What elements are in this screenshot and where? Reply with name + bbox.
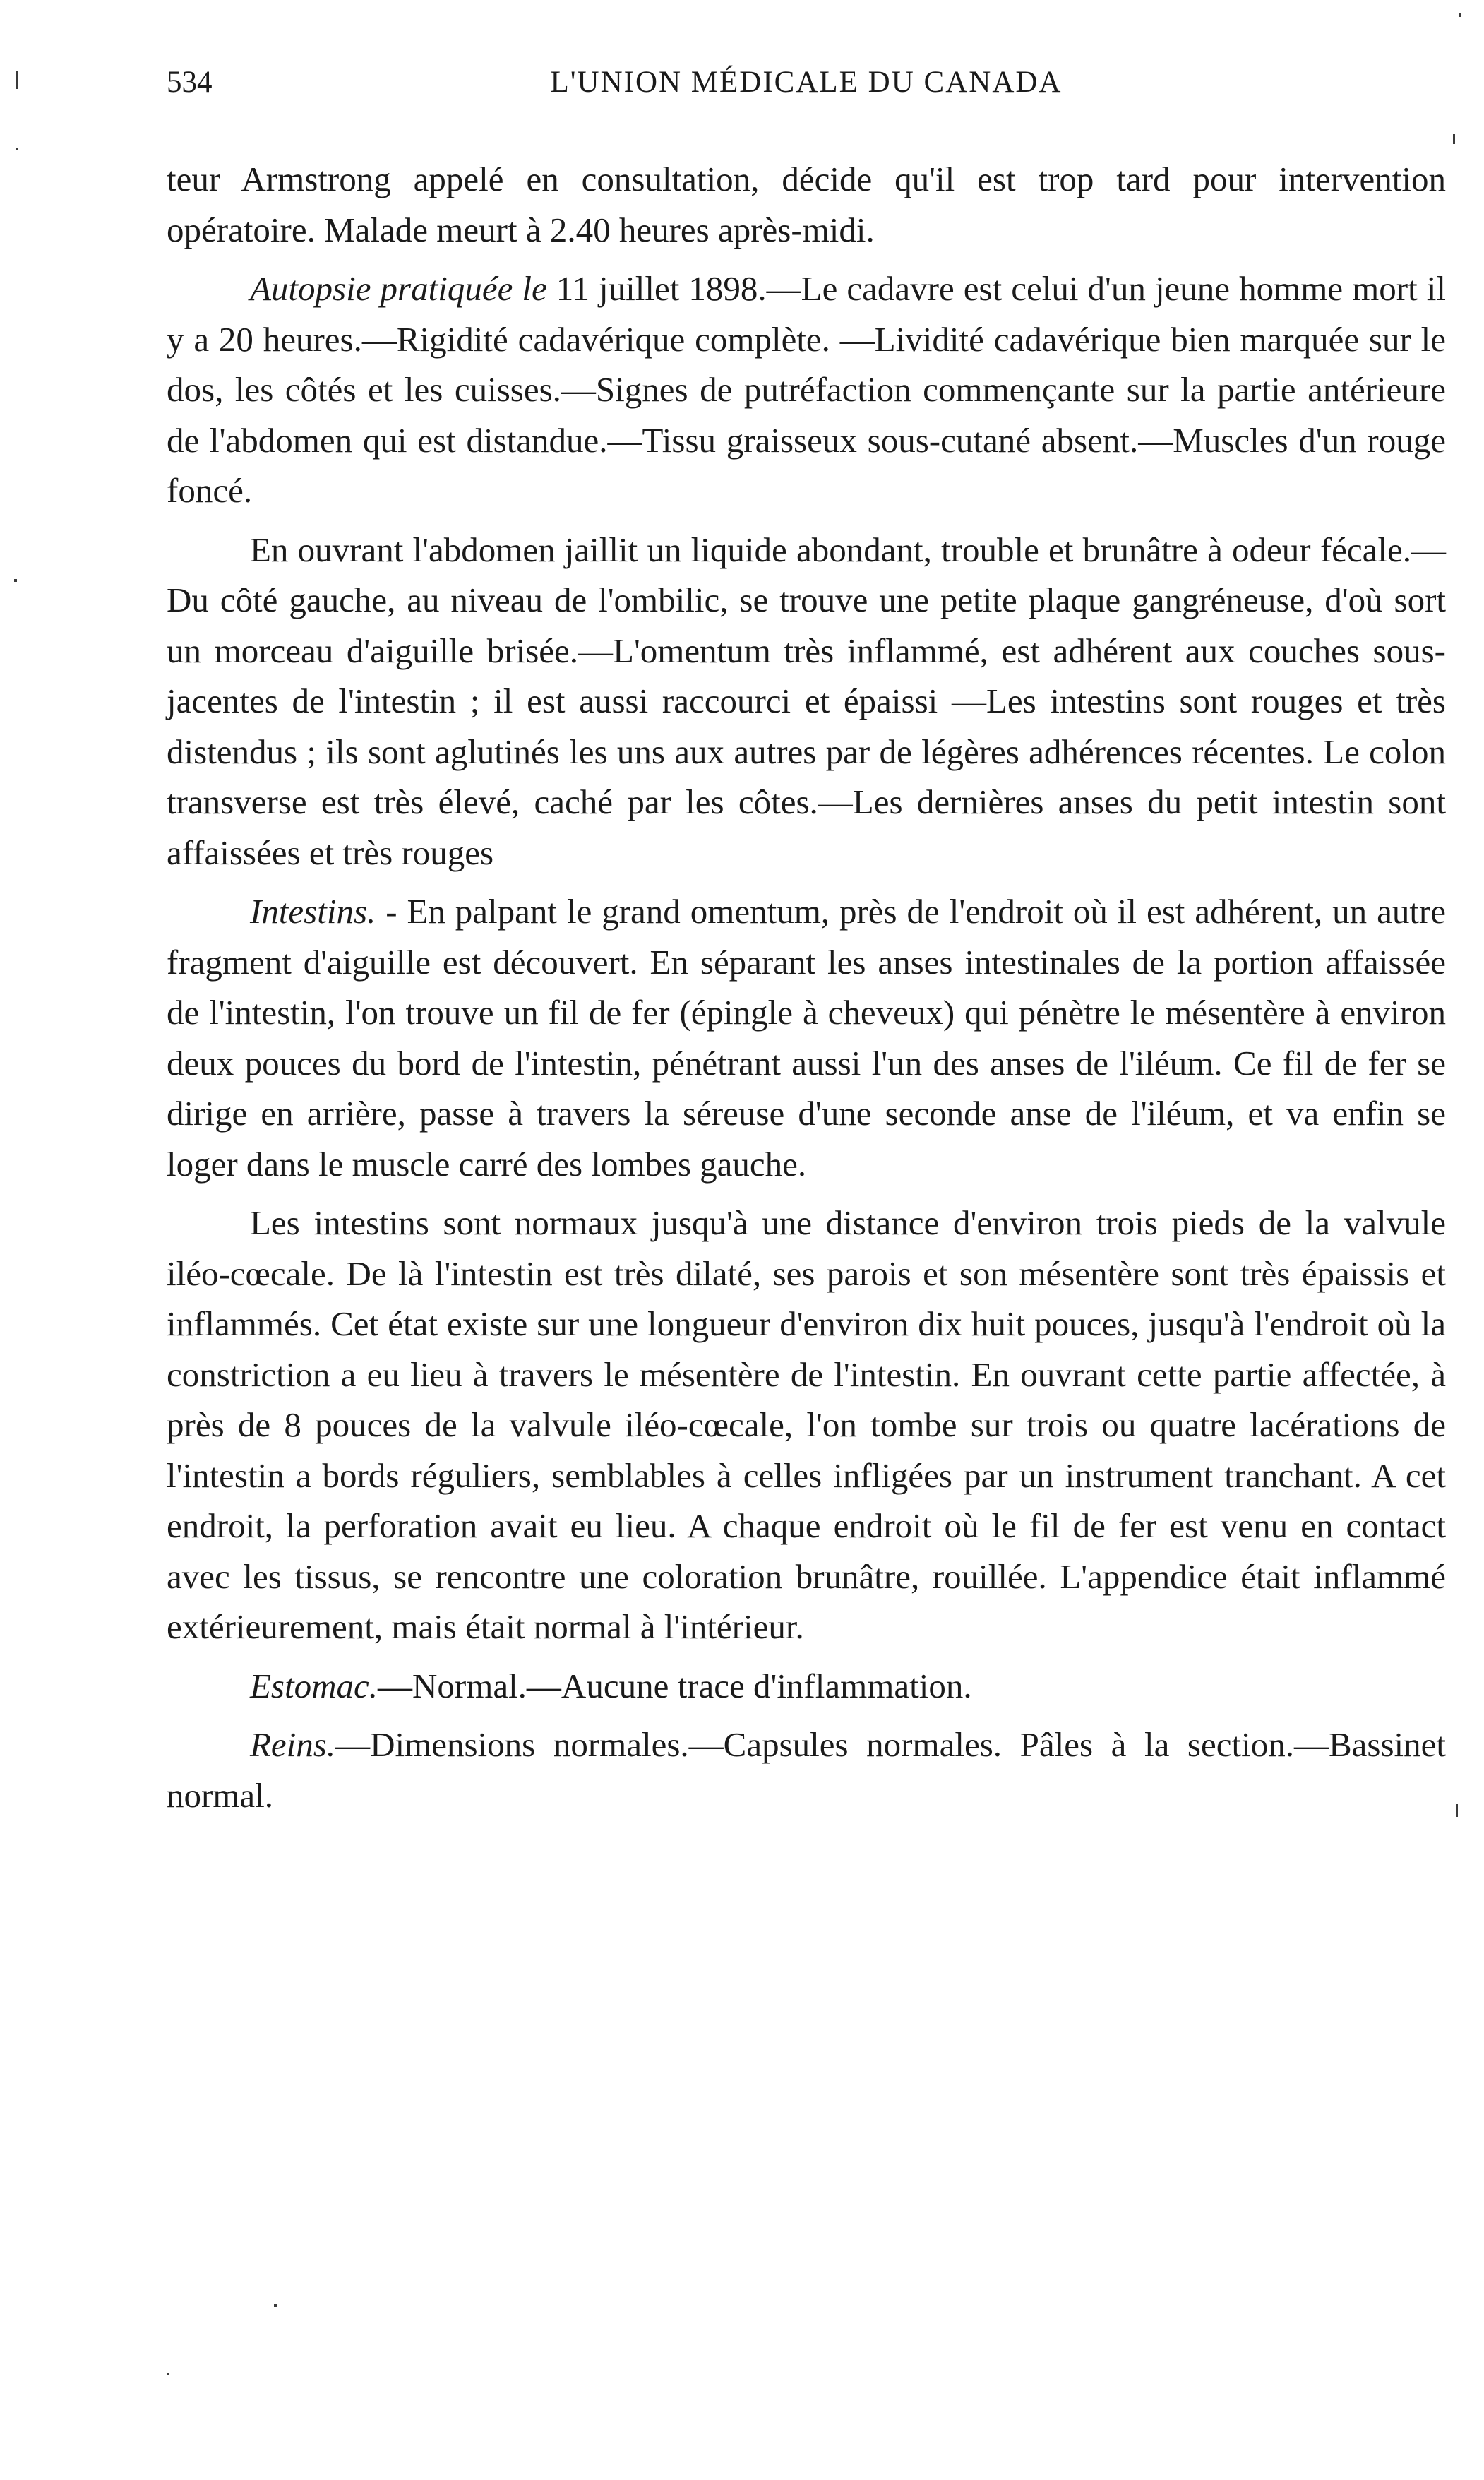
paragraph-text: Les intestins sont normaux jusqu'à une distance d'environ trois pieds de la valvule iléo-cœcale. De là l'intestin est très dilaté, ses parois et son mésentère sont très épaissis et inflammés. Cet état existe sur une longueur d'environ dix huit pouces, jusqu'à l'endroit où la constriction a eu lieu à travers le mésentère de l'intestin. En ouvrant cette partie affectée, à près de 8 pouces de la valvule iléo-cœcale, l'on tombe sur trois ou quatre lacérations de l'intestin a bords réguliers, semblables à celles infligées par un instrument tranchant. A cet endroit, la perforation avait eu lieu. A chaque endroit où le fil de fer est venu en contact avec les tissus, se rencontre une coloration brunâtre, rouillée. L'appendice était inflammé extérieurement, mais était normal à l'intérieur. [167, 1203, 1446, 1646]
paragraph-text: En ouvrant l'abdomen jaillit un liquide abondant, trouble et brunâtre à odeur fécale.—Du côté gauche, au niveau de l'ombilic, se trouve une petite plaque gangréneuse, d'où sort un morceau d'aiguille brisée.—L'omentum très inflammé, est adhérent aux couches sous-jacentes de l'intestin ; il est aussi raccourci et épaissi —Les intestins sont rouges et très distendus ; ils sont aglutinés les uns aux autres par de légères adhérences récentes. Le colon transverse est très élevé, caché par les côtes.—Les dernières anses du petit intestin sont affaissées et très rouges [167, 530, 1446, 872]
paragraph-lead: Intestins. [250, 892, 376, 931]
paragraph-lead: Autopsie pratiquée le [250, 269, 547, 308]
paragraph-text: teur Armstrong appelé en consultation, décide qu'il est trop tard pour intervention opératoire. Malade meurt à 2.40 heures après-midi. [167, 160, 1446, 249]
paragraph-text: —Normal.—Aucune trace d'inflammation. [378, 1666, 972, 1705]
scan-speck [274, 2304, 277, 2307]
paragraph-autopsie [167, 263, 1446, 516]
scan-speck [1453, 134, 1455, 144]
page-number: 534 [167, 66, 213, 99]
scan-speck [167, 2373, 169, 2375]
paragraph-abdomen [167, 525, 1446, 878]
paragraph-text: 11 juillet 1898.—Le cadavre est celui d'un jeune homme mort il y a 20 heures.—Rigidité cadavérique complète. —Lividité cadavérique bien marquée sur le dos, les côtés et les cuisses.—Signes de putréfaction commençante sur la partie antérieure de l'abdomen qui est distandue.—Tissu graisseux sous-cutané absent.—Muscles d'un rouge foncé. [167, 269, 1446, 510]
running-head [167, 58, 1446, 107]
paragraph-lead: Estomac. [250, 1666, 378, 1705]
article-body [167, 154, 1446, 1820]
paragraph-text: - En palpant le grand omentum, près de l'endroit où il est adhérent, un autre fragment d'aiguille est découvert. En séparant les anses intestinales de la portion affaissée de l'intestin, l'on trouve un fil de fer (épingle à cheveux) qui pénètre le mésentère à environ deux pouces du bord de l'intestin, pénétrant aussi l'un des anses de l'iléum. Ce fil de fer se dirige en arrière, passe à travers la séreuse d'une seconde anse de l'iléum, et va enfin se loger dans le muscle carré des lombes gauche. [167, 892, 1446, 1184]
paragraph-reins [167, 1719, 1446, 1820]
scan-speck [1456, 1804, 1458, 1817]
document-page [167, 58, 1446, 1829]
paragraph-intestins-normaux [167, 1198, 1446, 1652]
scan-speck [14, 579, 17, 582]
paragraph-intestins [167, 886, 1446, 1189]
paragraph-intro [167, 154, 1446, 255]
paragraph-estomac [167, 1661, 1446, 1712]
scan-speck [16, 148, 18, 150]
paragraph-lead: Reins. [250, 1725, 336, 1764]
journal-title: L'UNION MÉDICALE DU CANADA [550, 66, 1063, 99]
scan-speck [16, 71, 18, 89]
scan-speck [1459, 13, 1461, 17]
paragraph-text: —Dimensions normales.—Capsules normales. Pâles à la section.—Bassinet normal. [167, 1725, 1446, 1815]
